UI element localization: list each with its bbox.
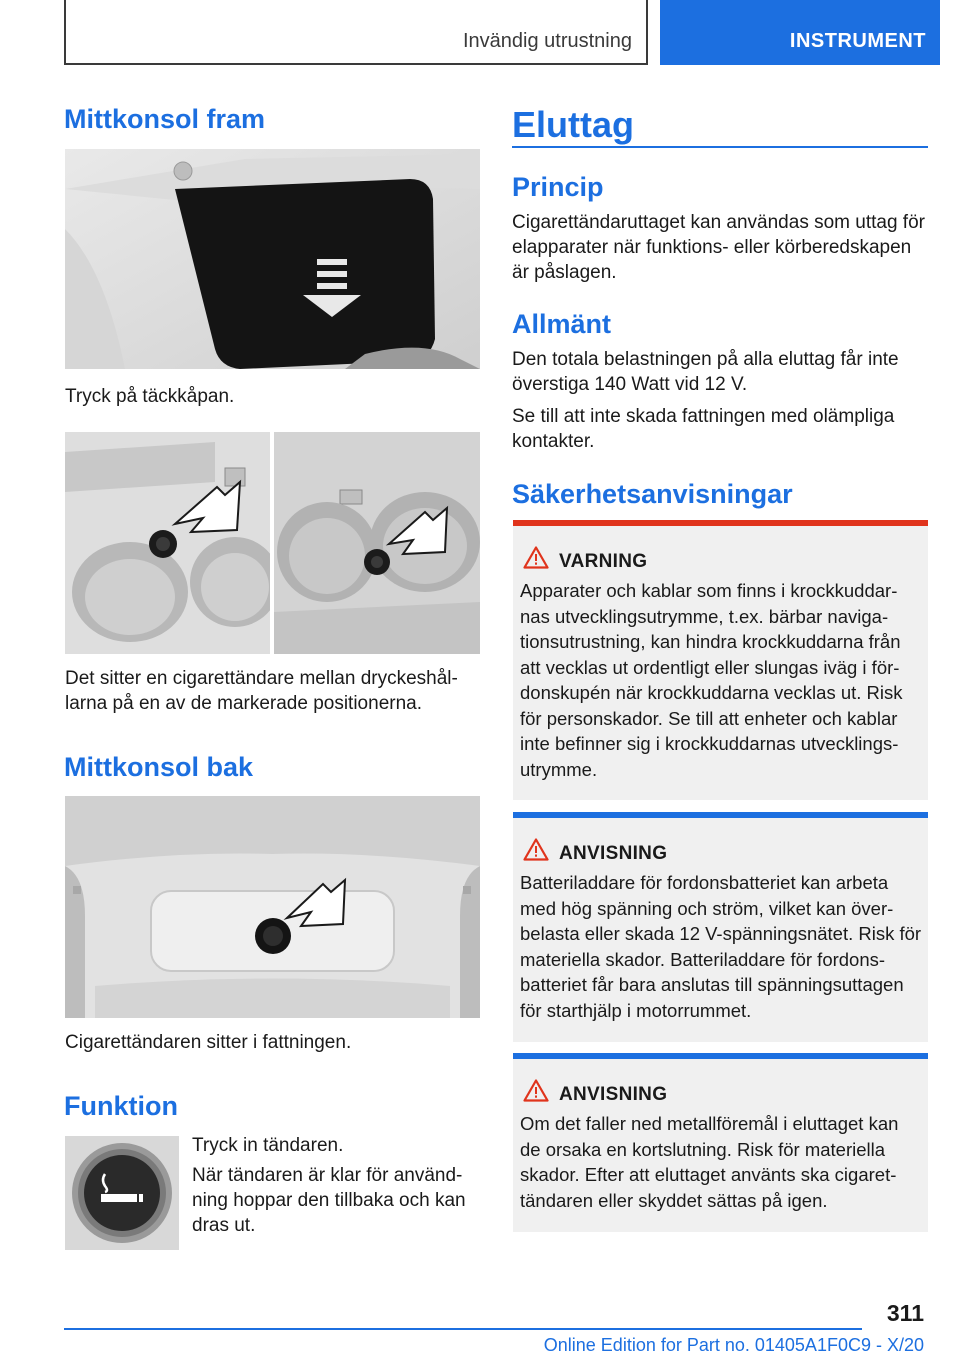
notice-text: Batteriladdare för fordonsbatteriet kan arbeta med hög spänning och ström, vilket kan över-belasta eller skada 12 V-spänningsnätet. Risk för materiella skador. Batteriladdare för fordons-batteriet får bara anslutas till spänningsuttagen för starthjälp i motorrummet. [520,872,922,1021]
lighter-button-photo [65,1136,179,1250]
notice-box-charger [513,812,928,1042]
principle-title: Princip [512,172,604,202]
general-text-1: Den totala belastningen på alla eluttag får inte överstiga 140 Watt vid 12 V. [512,349,899,395]
rear-caption: Cigarettändaren sitter i fattningen. [65,1032,352,1053]
front-caption-2: Det sitter en cigarettändare mellan dryckeshål-larna på en av de markerade positionerna. [65,668,458,714]
notice-text: Om det faller ned metallföremål i eluttaget kan de orsaka en kortslutning. Risk för materiella skador. Efter att eluttaget använts ska cigaret-tändaren eller skyddet sättas på igen. [520,1113,899,1211]
rear-console-title: Mittkonsol bak [64,752,254,782]
warning-heading: VARNING [559,551,648,572]
footer-rule [64,1328,862,1330]
notice-heading: ANVISNING [559,1084,668,1105]
page-number: 311 [886,1300,924,1326]
front-console-title: Mittkonsol fram [64,104,266,134]
principle-text: Cigarettändaruttaget kan användas som uttag för elapparater när funktions- eller körberedskapen är påslagen. [512,212,925,283]
general-title: Allmänt [512,309,612,339]
footer-edition: Online Edition for Part no. 01405A1F0C9 - X/20 [543,1335,924,1355]
header-chapter-label: INSTRUMENT [789,30,926,52]
notice-heading: ANVISNING [559,843,668,864]
general-text-2: Se till att inte skada fattningen med olämpliga kontakter. [512,406,895,452]
notice-triangle-icon [523,838,549,861]
notice-triangle-icon [523,1079,549,1102]
rear-console-lighter-photo [65,796,480,1018]
function-text-2: När tändaren är klar för använd-ning hoppar den tillbaka och kan dras ut. [192,1165,466,1236]
function-text-1: Tryck in tändaren. [192,1135,344,1156]
warning-text: Apparater och kablar som finns i krockkuddar-nas utvecklingsutrymme, t.ex. bärbar naviga-tionsutrustning, kan hindra krockkuddarna från att vecklas ut ordentligt eller slungas iväg i för-donskupén när krockkuddarna vecklas ut. Risk för personskador. Se till att enheter och kablar inte befinner sig i krockkuddarnas utvecklings-utrymme. [520,580,903,780]
warning-box [513,520,928,800]
header-section-label: Invändig utrustning [462,30,632,52]
header-chapter-tab [660,0,940,65]
cup-holder-lighter-photo [65,432,480,654]
warning-triangle-icon [523,546,549,569]
function-title: Funktion [64,1091,178,1121]
header-section-tab [64,0,648,65]
section-title-rule [512,146,928,148]
safety-title: Säkerhetsanvisningar [512,479,793,509]
front-console-cover-photo [65,149,480,369]
front-caption-1: Tryck på täckkåpan. [65,386,235,407]
section-title: Eluttag [512,104,634,145]
notice-box-metal [513,1053,928,1232]
